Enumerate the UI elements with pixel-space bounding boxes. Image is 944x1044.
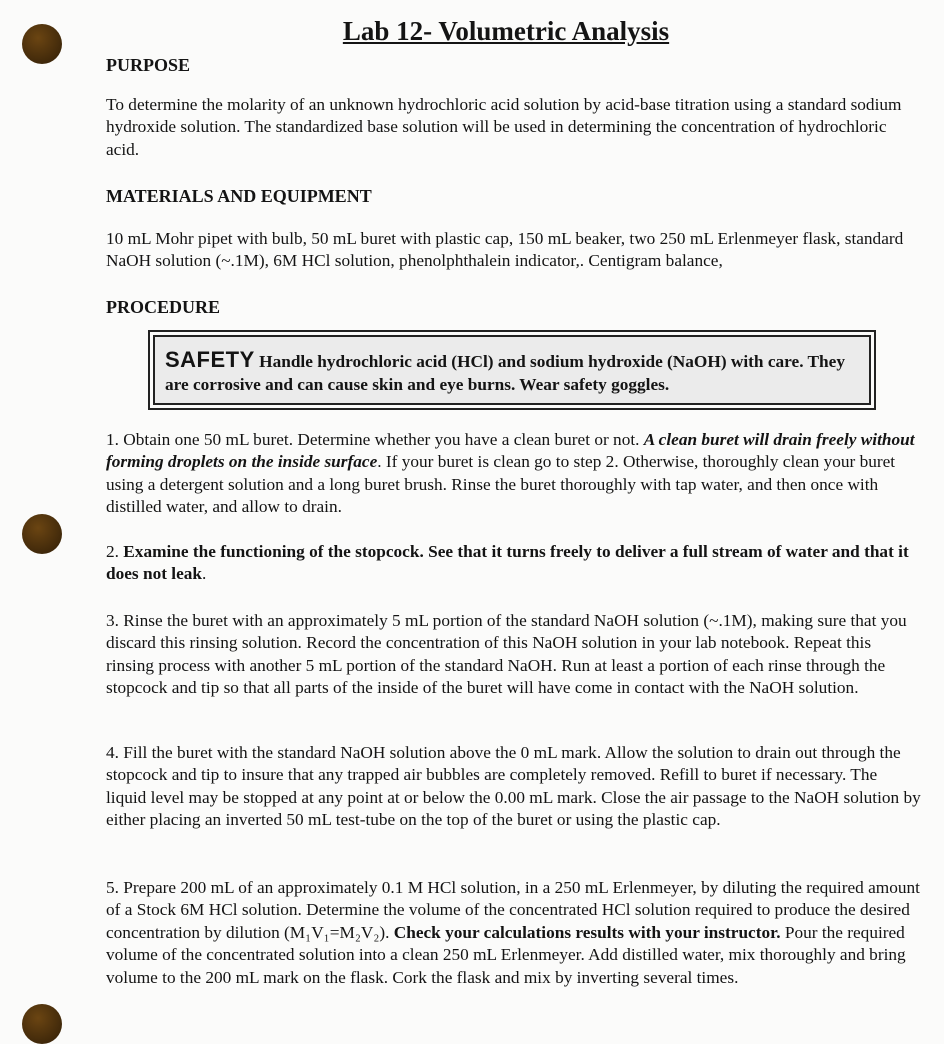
step-1-text: 1. Obtain one 50 mL buret. Determine whether you have a clean buret or not. <box>106 430 644 449</box>
step-5-rest: Pour the required volume of the concentrated solution into a clean 250 mL Erlenmeyer. Add distilled water, mix thoroughly and bring volume to the 200 mL mark on the flask. Cork the flask and mix by inverting several times. <box>106 922 906 987</box>
step-5-emphasis: Check your calculations results with your instructor. <box>393 922 781 942</box>
materials-text: 10 mL Mohr pipet with bulb, 50 mL buret with plastic cap, 150 mL beaker, two 250 mL Erlenmeyer flask, standard NaOH solution (~.1M), 6M HCl solution, phenolphthalein indicator,. Centigram balance, <box>106 229 904 271</box>
safety-label: SAFETY <box>165 347 255 372</box>
binder-hole <box>22 514 62 554</box>
step-2-end: . <box>202 564 207 584</box>
purpose-heading: PURPOSE <box>106 55 191 75</box>
step-1-emphasis: A clean buret will drain freely without forming droplets on the inside surface <box>106 430 915 472</box>
step-3: 3. Rinse the buret with an approximately 5 mL portion of the standard NaOH solution (~.1M), making sure that you discard this rinsing solution. Record the concentration of this NaOH solution in your lab notebook. Repeat this rinsing process with another 5 mL portion of the standard NaOH. Run at least a portion of each rinse through the stopcock and tip so that all parts of the inside of the buret will have come in contact with the NaOH solution. <box>106 611 907 698</box>
safety-box <box>148 330 876 410</box>
step-4: 4. Fill the buret with the standard NaOH solution above the 0 mL mark. Allow the solution to drain out through the stopcock and tip to insure that any trapped air bubbles are completely removed. Refill to buret if necessary. The liquid level may be stopped at any point at or below the 0.00 mL mark. Close the air passage to the NaOH solution by either placing an inverted 50 mL test-tube on the top of the buret or using the plastic cap. <box>106 743 921 830</box>
step-2-number: 2. <box>106 542 124 561</box>
procedure-heading: PROCEDURE <box>106 297 221 317</box>
safety-text: Handle hydrochloric acid (HCl) and sodium hydroxide (NaOH) with care. They are corrosive and can cause skin and eye burns. Wear safety goggles. <box>165 352 845 394</box>
step-2 <box>106 541 921 586</box>
step-1 <box>106 429 921 519</box>
step-5 <box>106 877 921 989</box>
page-title: Lab 12- Volumetric Analysis <box>342 16 670 46</box>
purpose-text: To determine the molarity of an unknown hydrochloric acid solution by acid-base titration using a standard sodium hydroxide solution. The standardized base solution will be used in determining the concentration of hydrochloric acid. <box>106 95 902 159</box>
step-5-text: 5. Prepare 200 mL of an approximately 0.1 M HCl solution, in a 250 mL Erlenmeyer, by diluting the required amount of a Stock 6M HCl solution. Determine the volume of the concentrated HCl solution required to produce the desired concentration by dilution (M₁V₁=M₂V₂). <box>106 878 920 942</box>
safety-inner <box>153 335 871 405</box>
binder-hole <box>22 1004 62 1044</box>
step-2-text: Examine the functioning of the stopcock. See that it turns freely to deliver a full stream of water and that it does not leak <box>106 542 909 584</box>
step-1-rest: . If your buret is clean go to step 2. Otherwise, thoroughly clean your buret using a detergent solution and a long buret brush. Rinse the buret thoroughly with tap water, and then once with distilled water, and allow to drain. <box>106 452 896 517</box>
materials-heading: MATERIALS AND EQUIPMENT <box>106 186 372 206</box>
